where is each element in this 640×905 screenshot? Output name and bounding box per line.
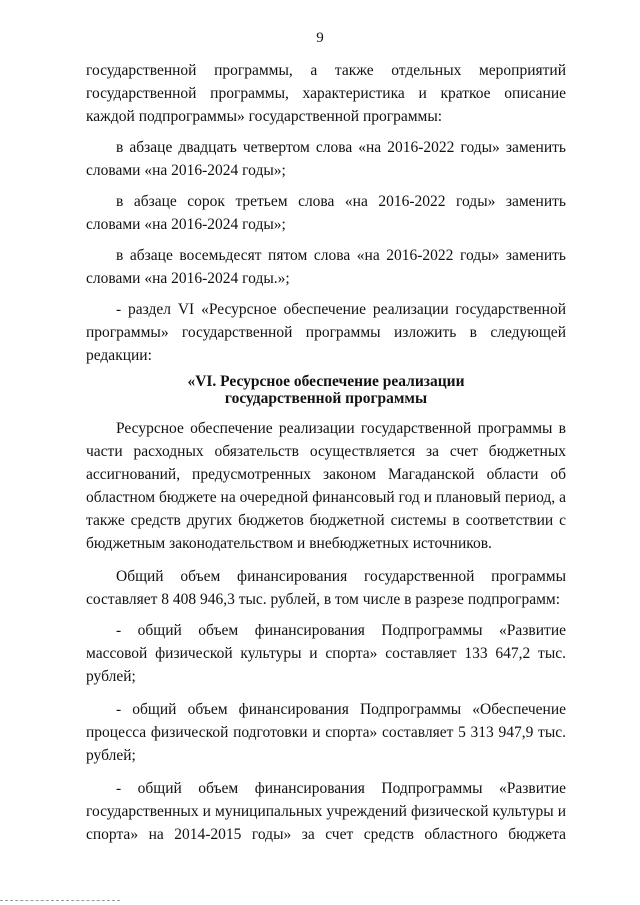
paragraph-total-funding: Общий объем финансирования государственной программы составляет 8 408 946,3 тыс. рублей, в том числе в разрезе подпрограмм: bbox=[86, 568, 566, 608]
page-bottom-divider bbox=[0, 900, 120, 901]
paragraph-continuation: государственной программы, а также отдельных мероприятий государственной программы, характеристика и краткое описание каждой подпрограммы» государственной программы: bbox=[86, 62, 566, 125]
section-heading bbox=[86, 373, 566, 407]
paragraph-section-vi-intro: - раздел VI «Ресурсное обеспечение реализации государственной программы» государственной программы изложить в следующей редакции: bbox=[86, 301, 566, 364]
paragraph-subprogram-mass-sport: - общий объем финансирования Подпрограммы «Развитие массовой физической культуры и спорта» составляет 133 647,2 тыс. рублей; bbox=[86, 622, 566, 685]
document-body bbox=[86, 59, 566, 869]
section-heading-line2: государственной программы bbox=[224, 390, 428, 407]
paragraph-subprogram-physical-training: - общий объем финансирования Подпрограммы «Обеспечение процесса физической подготовки и спорта» составляет 5 313 947,9 тыс. рублей; bbox=[86, 701, 566, 764]
paragraph-amendment-43: в абзаце сорок третьем слова «на 2016-2022 годы» заменить словами «на 2016-2024 годы»; bbox=[86, 193, 566, 233]
paragraph-amendment-24: в абзаце двадцать четвертом слова «на 2016-2022 годы» заменить словами «на 2016-2024 годы»; bbox=[86, 139, 566, 179]
paragraph-amendment-85: в абзаце восемьдесят пятом слова «на 2016-2022 годы» заменить словами «на 2016-2024 годы.»; bbox=[86, 247, 566, 287]
paragraph-resource-support: Ресурсное обеспечение реализации государственной программы в части расходных обязательств осуществляется за счет бюджетных ассигнований, предусмотренных законом Магаданской области об областном бюджете на очередной финансовый год и плановый период, а также средств других бюджетов бюджетной системы в соответствии с бюджетным законодательством и внебюджетных источников. bbox=[86, 420, 566, 552]
page-number: 9 bbox=[316, 30, 324, 46]
section-heading-line1: «VI. Ресурсное обеспечение реализации bbox=[187, 373, 465, 390]
paragraph-subprogram-institutions: - общий объем финансирования Подпрограммы «Развитие государственных и муниципальных учреждений физической культуры и спорта» на 2014-2015 годы» за счет средств областного бюджета bbox=[86, 780, 566, 843]
